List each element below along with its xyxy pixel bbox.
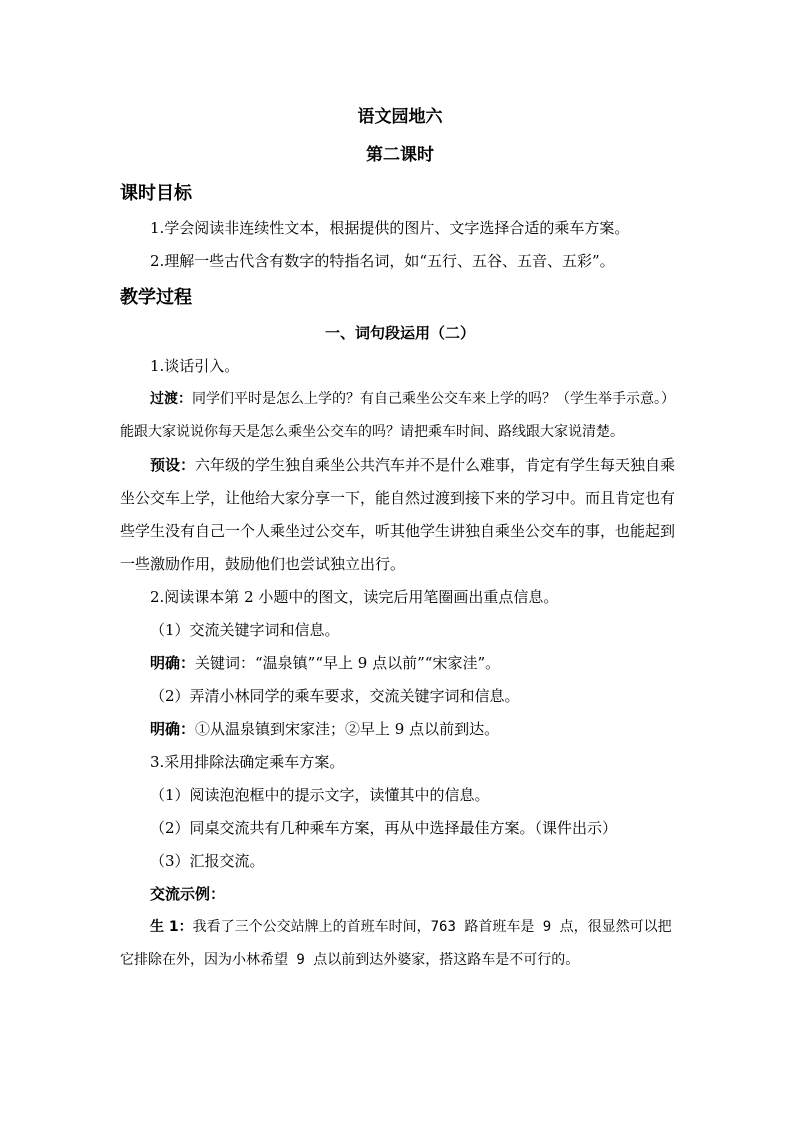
transition-paragraph xyxy=(120,383,680,449)
student-1-text: 我看了三个公交站牌上的首班车时间，763 路首班车是 9 点，很显然可以把它排除在外，因为小林希望 9 点以前到达外婆家，搭这路车是不可行的。 xyxy=(120,919,672,968)
goal-2: 2.理解一些古代含有数字的特指名词，如“五行、五谷、五音、五彩”。 xyxy=(150,252,615,270)
doc-title: 语文园地六 xyxy=(357,107,443,127)
clarify-2-label: 明确： xyxy=(150,720,196,738)
transition-text: 同学们平时是怎么上学的？有自己乘坐公交车来上学的吗？（学生举手示意。）能跟大家说说你每天是怎么乘坐公交车的吗？请把乘车时间、路线跟大家说清楚。 xyxy=(120,391,675,440)
step-2: 2.阅读课本第 2 小题中的图文，读完后用笔圈画出重点信息。 xyxy=(150,588,559,606)
student-1-label: 生 1： xyxy=(150,919,193,935)
preset-paragraph xyxy=(120,449,680,581)
student-1-paragraph xyxy=(120,911,680,977)
preset-text: 六年级的学生独自乘坐公共汽车并不是什么难事，肯定有学生每天独自乘坐公交车上学，让他给大家分享一下，能自然过渡到接下来的学习中。而且肯定也有些学生没有自己一个人乘坐过公交车，听其他学生讲独自乘坐公交车的事，也能起到一些激励作用，鼓励他们也尝试独立出行。 xyxy=(120,456,676,573)
transition-label: 过渡： xyxy=(150,391,192,407)
step-2-2: （2）弄清小林同学的乘车要求，交流关键字词和信息。 xyxy=(150,687,520,705)
clarify-1-text: 关键词：“温泉镇”“早上 9 点以前”“宋家洼”。 xyxy=(195,654,501,672)
document-body xyxy=(120,100,680,977)
step-3-3: （3）汇报交流。 xyxy=(150,852,265,870)
step-2-1: （1）交流关键字词和信息。 xyxy=(150,621,340,639)
section-goals-heading: 课时目标 xyxy=(120,183,192,204)
step-1: 1.谈话引入。 xyxy=(150,357,240,375)
step-3-1: （1）阅读泡泡框中的提示文字，读懂其中的信息。 xyxy=(150,786,490,804)
part-1-heading: 一、词句段运用（二） xyxy=(324,324,475,342)
step-3-2: （2）同桌交流共有几种乘车方案，再从中选择最佳方案。（课件出示） xyxy=(150,819,618,837)
section-process-heading: 教学过程 xyxy=(120,287,192,308)
clarify-2 xyxy=(120,713,680,746)
example-heading xyxy=(120,878,680,911)
clarify-2-text: ①从温泉镇到宋家洼；②早上 9 点以前到达。 xyxy=(195,720,500,738)
preset-label: 预设： xyxy=(150,456,196,474)
doc-subtitle: 第二课时 xyxy=(366,145,434,165)
goal-1: 1.学会阅读非连续性文本，根据提供的图片、文字选择合适的乘车方案。 xyxy=(150,219,630,237)
step-3: 3.采用排除法确定乘车方案。 xyxy=(150,753,345,771)
clarify-1 xyxy=(120,647,680,680)
example-label: 交流示例： xyxy=(150,885,226,903)
clarify-1-label: 明确： xyxy=(150,654,196,672)
